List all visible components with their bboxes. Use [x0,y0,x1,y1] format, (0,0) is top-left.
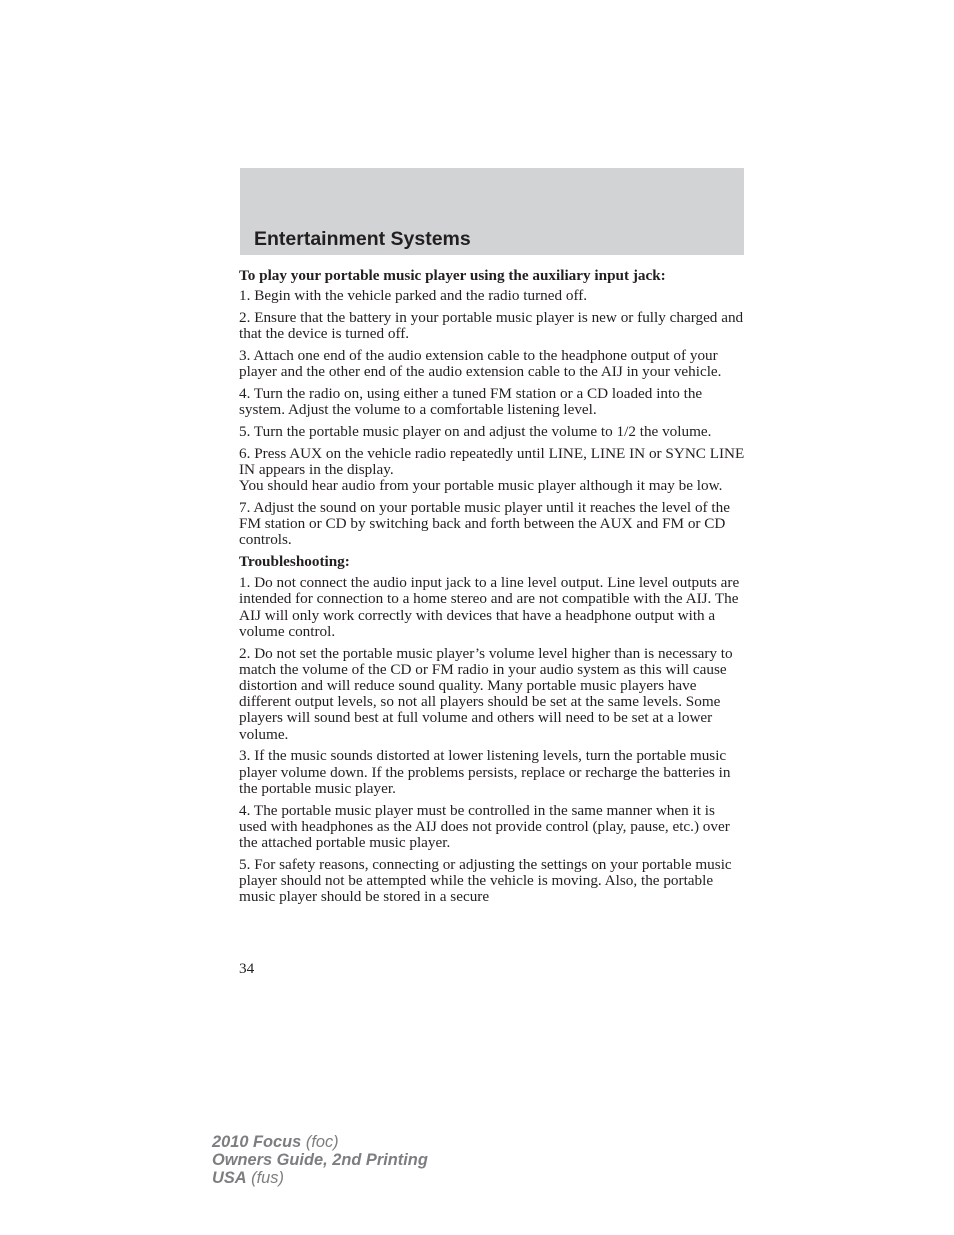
footer-model: 2010 Focus [212,1133,302,1151]
step-7: 7. Adjust the sound on your portable music player until it reaches the level of the FM station or CD by switching back and forth between the AUX and FM or CD controls. [239,499,730,549]
step-2: 2. Ensure that the battery in your portable music player is new or fully charged and that the device is turned off. [239,309,744,343]
troubleshooting-heading: Troubleshooting: [239,553,350,571]
footer [212,1133,428,1188]
step-3: 3. Attach one end of the audio extension cable to the headphone output of your player and the other end of the audio extension cable to the AIJ in your vehicle. [239,347,722,381]
footer-region-code: (fus) [251,1169,284,1188]
footer-region: USA [212,1169,247,1188]
step-6: 6. Press AUX on the vehicle radio repeatedly until LINE, LINE IN or SYNC LINE IN appears in the display. [239,444,745,478]
troubleshooting-item-5: 5. For safety reasons, connecting or adjusting the settings on your portable music player should not be attempted while the vehicle is moving. Also, the portable music player should be stored in a secure [239,855,732,906]
intro-heading: To play your portable music player using the auxiliary input jack: [239,267,666,284]
step-5: 5. Turn the portable music player on and adjust the volume to 1/2 the volume. [239,423,712,440]
footer-guide: Owners Guide, 2nd Printing [212,1151,428,1170]
step-4: 4. Turn the radio on, using either a tuned FM station or a CD loaded into the system. Adjust the volume to a comfortable listening level. [239,385,703,419]
troubleshooting-item-1: 1. Do not connect the audio input jack to a line level output. Line level outputs are intended for connection to a home stereo and are not compatible with the AIJ. The AIJ will only work correctly with devices that have a headphone output with a volume control. [239,574,740,640]
footer-region-line [212,1169,428,1187]
section-title: Entertainment Systems [254,228,471,250]
footer-model-line [212,1133,428,1151]
troubleshooting-item-2: 2. Do not set the portable music player’s volume level higher than is necessary to match the volume of the CD or FM radio in your audio system as this will cause distortion and will reduce sound quality. Many portable music players have different output levels, so not all players should be set at the same levels. Some players will sound best at full volume and others will need to be set at a lower volume. [239,644,733,743]
troubleshooting-item-3: 3. If the music sounds distorted at lower listening levels, turn the portable music player volume down. If the problems persists, replace or recharge the batteries in the portable music player. [239,747,731,797]
page-number: 34 [239,960,255,977]
troubleshooting-item-4: 4. The portable music player must be controlled in the same manner when it is used with headphones as the AIJ does not provide control (play, pause, etc.) over the attached portable music player. [239,801,730,852]
section-header-band [240,168,744,255]
page-content [239,268,745,905]
step-6-note: You should hear audio from your portable music player although it may be low. [239,477,723,495]
footer-model-code: (foc) [305,1133,339,1151]
step-1: 1. Begin with the vehicle parked and the radio turned off. [239,287,588,305]
